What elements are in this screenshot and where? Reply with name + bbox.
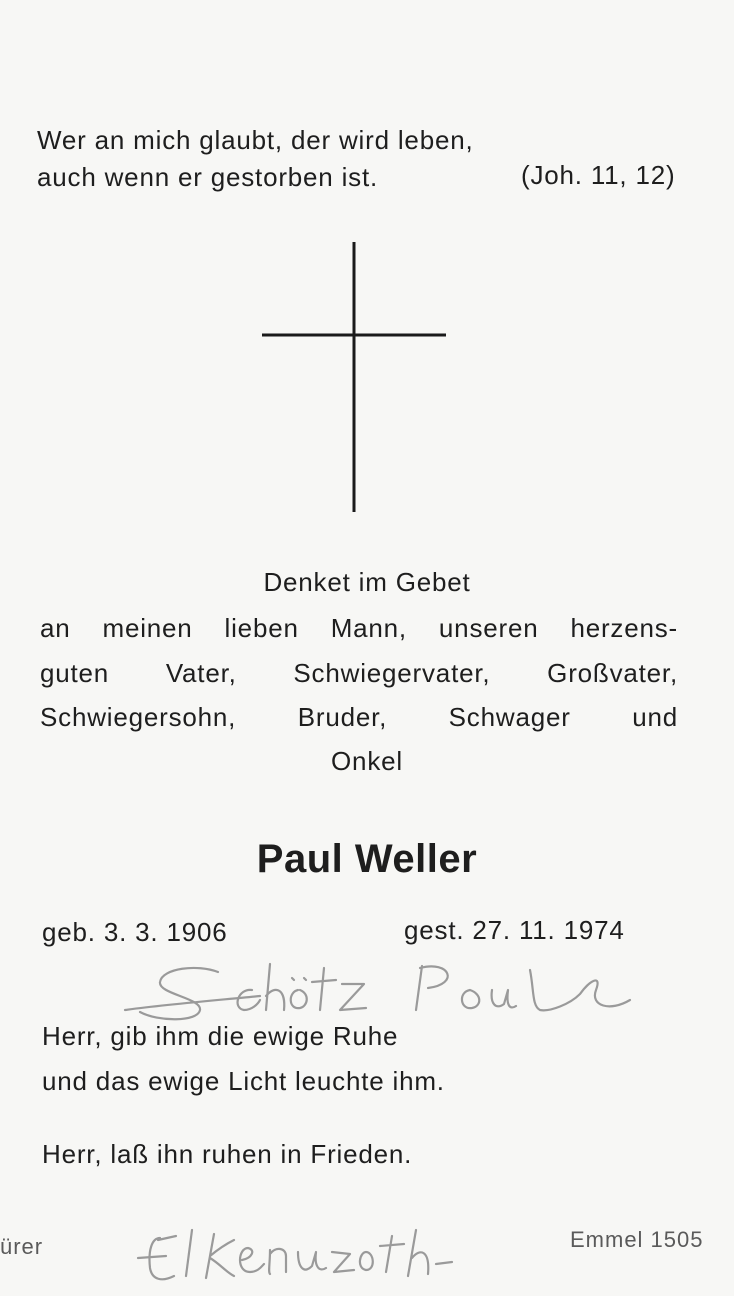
- dedication-line-2: guten Vater, Schwiegervater, Großvater,: [40, 658, 678, 688]
- verse-reference: (Joh. 11, 12): [521, 160, 676, 190]
- dedication-line-3: Schwiegersohn, Bruder, Schwager und: [40, 702, 678, 732]
- footer-left-fragment: ürer: [0, 1234, 44, 1259]
- verse-line-2: auch wenn er gestorben ist.: [37, 162, 379, 192]
- cross-icon: [262, 242, 446, 514]
- verse-line-1: Wer an mich glaubt, der wird leben,: [37, 125, 474, 155]
- dedication-line-4: Onkel: [331, 746, 403, 776]
- prayer-line-3: Herr, laß ihn ruhen in Frieden.: [42, 1139, 413, 1169]
- prayer-line-2: und das ewige Licht leuchte ihm.: [42, 1066, 445, 1096]
- printer-mark: Emmel 1505: [570, 1227, 704, 1252]
- dedication-line-1: an meinen lieben Mann, unseren herzens-: [40, 613, 678, 643]
- handwritten-place-note: [130, 1220, 470, 1292]
- dedication-heading: Denket im Gebet: [263, 567, 471, 597]
- death-date: gest. 27. 11. 1974: [404, 915, 625, 945]
- birth-date: geb. 3. 3. 1906: [42, 917, 228, 947]
- prayer-line-1: Herr, gib ihm die ewige Ruhe: [42, 1021, 399, 1051]
- deceased-name: Paul Weller: [256, 837, 478, 881]
